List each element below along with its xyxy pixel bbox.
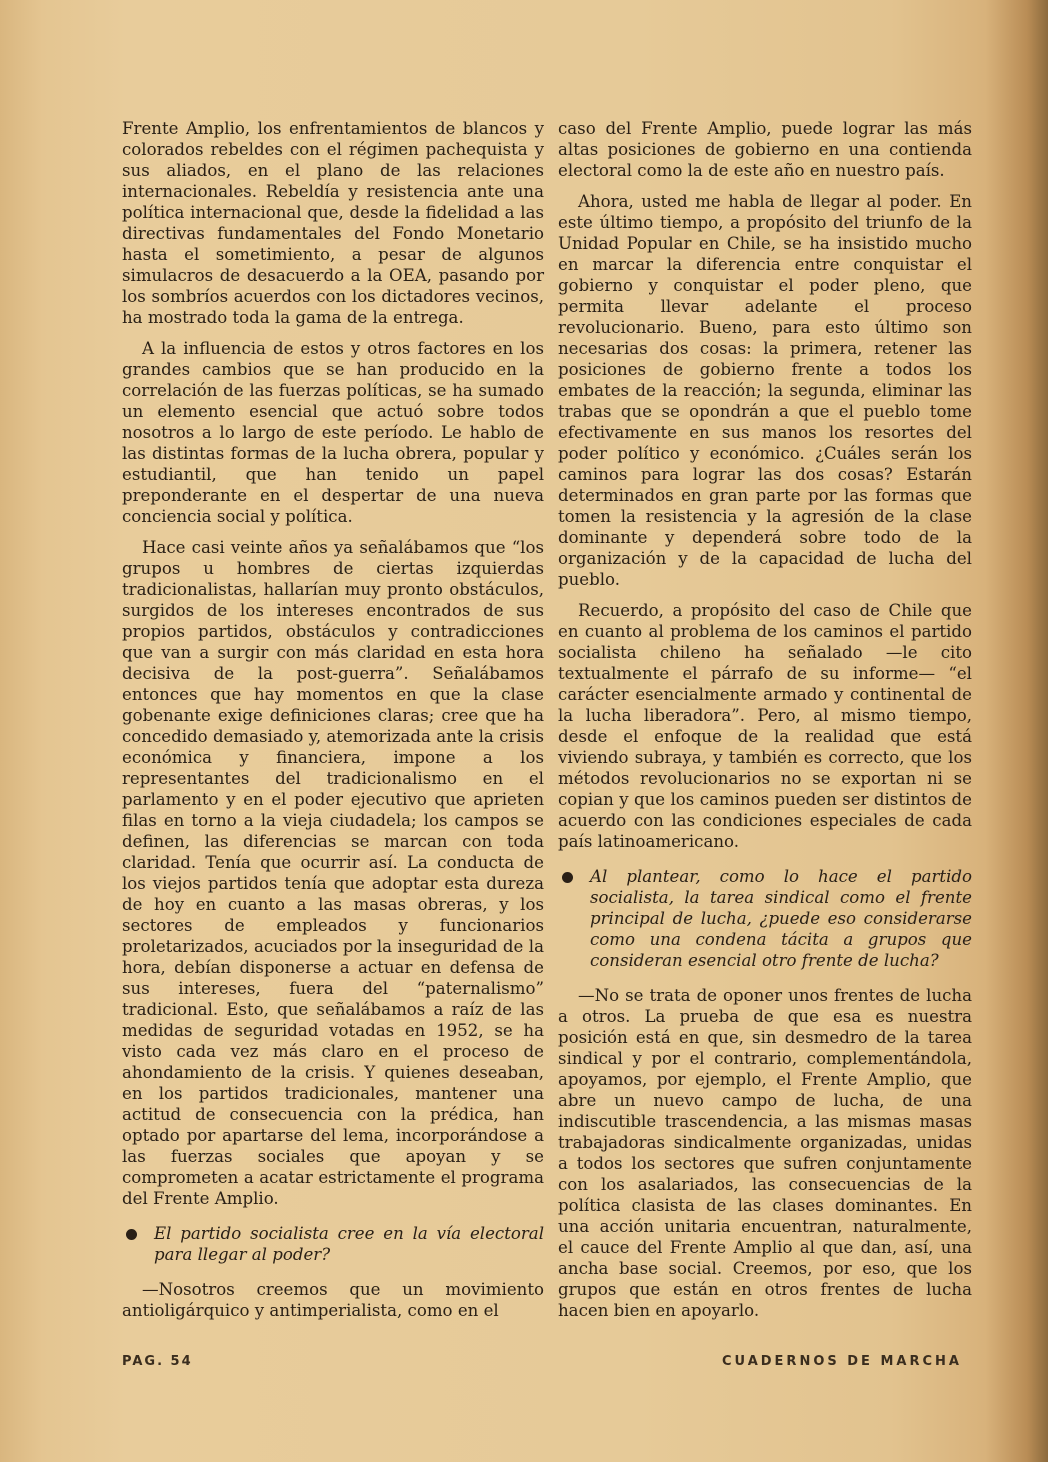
interview-question <box>558 866 972 971</box>
paragraph: Frente Amplio, los enfrentamientos de blancos y colorados rebeldes con el régimen pachequista y sus aliados, en el plano de las relaciones internacionales. Rebeldía y resistencia ante una política internacional que, desde la fidelidad a las directivas fundamentales del Fondo Monetario hasta el sometimiento, a pesar de algunos simulacros de desacuerdo a la OEA, pasando por los sombríos acuerdos con los dictadores vecinos, ha mostrado toda la gama de la entrega. <box>122 119 544 327</box>
answer-paragraph: —No se trata de oponer unos frentes de lucha a otros. La prueba de que esa es nuestra posición está en que, sin desmedro de la tarea sindical y por el contrario, complementándola, apoyamos, por ejemplo, el Frente Amplio, que abre un nuevo campo de lucha, de una indiscutible trascendencia, a las mismas masas trabajadoras sindicalmente organizadas, unidas a todos los sectores que sufren conjuntamente con los asalariados, las consecuencias de la política clasista de las clases dominantes. En una acción unitaria encuentran, naturalmente, el cauce del Frente Amplio al que dan, así, una ancha base social. Creemos, por eso, que los grupos que están en otros frentes de lucha hacen bien en apoyarlo. <box>558 986 972 1320</box>
right-column <box>558 118 972 1331</box>
paragraph: A la influencia de estos y otros factores en los grandes cambios que se han producido en la correlación de las fuerzas políticas, se ha sumado un elemento esencial que actuó sobre todos nosotros a lo largo de este período. Le hablo de las distintas formas de la lucha obrera, popular y estudiantil, que han tenido un papel preponderante en el despertar de una nueva conciencia social y política. <box>122 339 544 526</box>
paragraph: Ahora, usted me habla de llegar al poder. En este último tiempo, a propósito del triunfo de la Unidad Popular en Chile, se ha insistido mucho en marcar la diferencia entre conquistar el gobierno y conquistar el poder pleno, que permita llevar adelante el proceso revolucionario. Bueno, para esto último son necesarias dos cosas: la primera, retener las posiciones de gobierno frente a todos los embates de la reacción; la segunda, eliminar las trabas que se opondrán a que el pueblo tome efectivamente en sus manos los resortes del poder político y económico. ¿Cuáles serán los caminos para lograr las dos cosas? Estarán determinados en gran parte por las formas que tomen la resistencia y la agresión de la clase dominante y dependerá sobre todo de la organización y de la capacidad de lucha del pueblo. <box>558 192 972 589</box>
paragraph: caso del Frente Amplio, puede lograr las más altas posiciones de gobierno en una contienda electoral como la de este año en nuestro país. <box>558 119 972 180</box>
bullet-icon <box>562 872 573 883</box>
question-text: Al plantear, como lo hace el partido socialista, la tarea sindical como el frente principal de lucha, ¿puede eso considerarse como una condena tácita a grupos que consideran esencial otro frente de lucha? <box>590 867 972 970</box>
publication-name: CUADERNOS DE MARCHA <box>722 1354 962 1369</box>
paragraph: Recuerdo, a propósito del caso de Chile que en cuanto al problema de los caminos el partido socialista chileno ha señalado —le cito textualmente el párrafo de su informe— “el carácter esencialmente armado y continental de la lucha liberadora”. Pero, al mismo tiempo, desde el enfoque de la realidad que está viviendo subraya, y también es correcto, que los métodos revolucionarios no se exportan ni se copian y que los caminos pueden ser distintos de acuerdo con las condiciones especiales de cada país latinoamericano. <box>558 601 972 851</box>
page-number: PAG. 54 <box>122 1354 193 1369</box>
paragraph: Hace casi veinte años ya señalábamos que “los grupos u hombres de ciertas izquierdas tradicionalistas, hallarían muy pronto obstáculos, surgidos de los intereses encontrados de sus propios partidos, obstáculos y contradicciones que van a surgir con más claridad en esta hora decisiva de la post-guerra”. Señalábamos entonces que hay momentos en que la clase gobenante exige definiciones claras; cree que ha concedido demasiado y, atemorizada ante la crisis económica y financiera, impone a los representantes del tradicionalismo en el parlamento y en el poder ejecutivo que aprieten filas en torno a la vieja ciudadela; los campos se definen, las diferencias se marcan con toda claridad. Tenía que ocurrir así. La conducta de los viejos partidos tenía que adoptar esta dureza de hoy en cuanto a las masas obreras, y los sectores de empleados y funcionarios proletarizados, acuciados por la inseguridad de la hora, debían disponerse a actuar en defensa de sus intereses, fuera del “paternalismo” tradicional. Esto, que señalábamos a raíz de las medidas de seguridad votadas en 1952, se ha visto cada vez más claro en el proceso de ahondamiento de la crisis. Y quienes deseaban, en los partidos tradicionales, mantener una actitud de consecuencia con la prédica, han optado por apartarse del lema, incorporándose a las fuerzas sociales que apoyan y se comprometen a acatar estrictamente el programa del Frente Amplio. <box>122 538 544 1208</box>
bullet-icon <box>126 1229 137 1240</box>
question-text: El partido socialista cree en la vía electoral para llegar al poder? <box>154 1224 544 1264</box>
interview-question <box>122 1223 544 1265</box>
answer-paragraph: —Nosotros creemos que un movimiento antioligárquico y antimperialista, como en el <box>122 1280 544 1320</box>
left-column <box>122 118 544 1331</box>
